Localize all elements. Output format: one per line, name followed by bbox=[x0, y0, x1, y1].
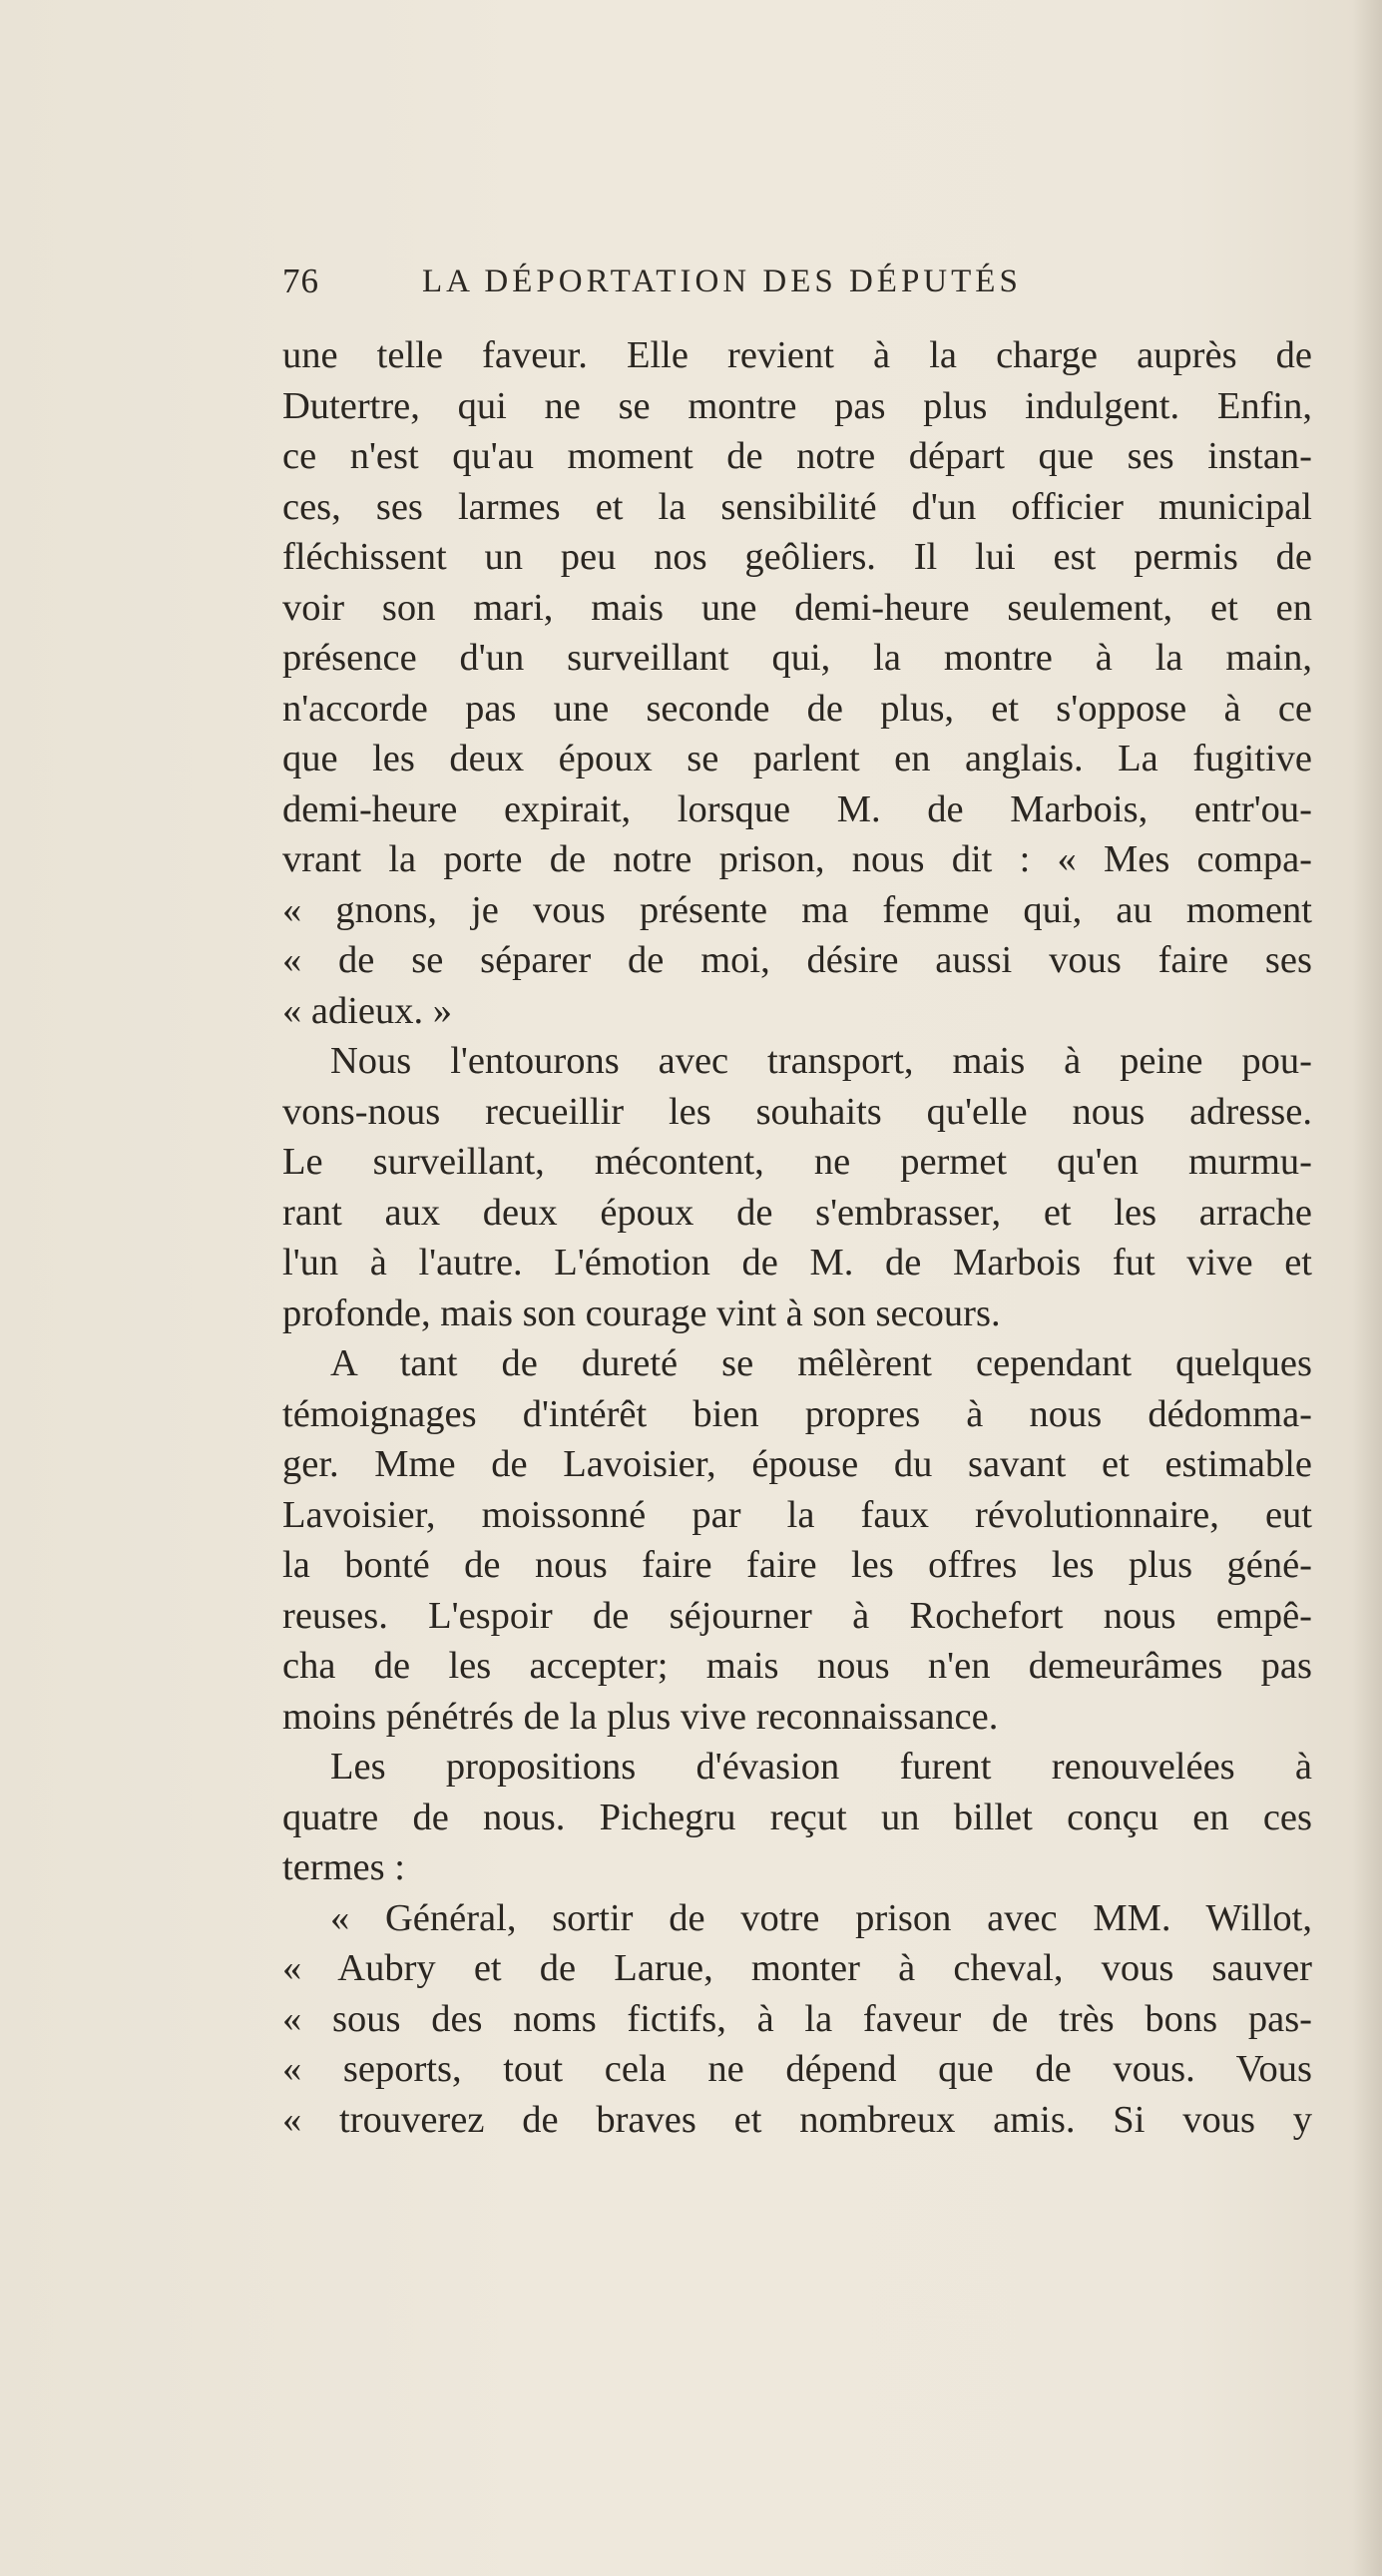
text-line: fléchissent un peu nos geôliers. Il lui est permis de bbox=[282, 536, 1312, 578]
page-edge-shadow bbox=[1352, 0, 1382, 2576]
text-line: que les deux époux se parlent en anglais. La fugitive bbox=[282, 738, 1312, 779]
text-line: reuses. L'espoir de séjourner à Rochefort nous empê- bbox=[282, 1594, 1312, 1637]
text-line: « gnons, je vous présente ma femme qui, au moment bbox=[282, 888, 1312, 931]
text-line: ce n'est qu'au moment de notre départ que ses instan- bbox=[282, 435, 1312, 477]
text-line: vrant la porte de notre prison, nous dit : « Mes compa- bbox=[282, 838, 1312, 880]
text-line: cha de les accepter; mais nous n'en demeurâmes pas bbox=[282, 1645, 1312, 1687]
text-line: termes : bbox=[282, 1846, 405, 1888]
text-line: « sous des noms fictifs, à la faveur de très bons pas- bbox=[282, 1997, 1312, 2040]
text-line: « trouverez de braves et nombreux amis. Si vous y bbox=[282, 2098, 1312, 2141]
text-line: témoignages d'intérêt bien propres à nous dédomma- bbox=[282, 1392, 1312, 1435]
text-line: Dutertre, qui ne se montre pas plus indulgent. Enfin, bbox=[282, 384, 1312, 427]
text-line: moins pénétrés de la plus vive reconnaissance. bbox=[282, 1695, 999, 1738]
text-line: Les propositions d'évasion furent renouvelées à bbox=[330, 1746, 1312, 1788]
text-line: ger. Mme de Lavoisier, épouse du savant et estimable bbox=[282, 1443, 1312, 1485]
text-line: « seports, tout cela ne dépend que de vous. Vous bbox=[282, 2048, 1312, 2090]
page-header bbox=[282, 261, 1330, 311]
text-line: n'accorde pas une seconde de plus, et s'oppose à ce bbox=[282, 687, 1312, 730]
text-line: « adieux. » bbox=[282, 989, 452, 1032]
page-number: 76 bbox=[282, 261, 319, 300]
text-line: demi-heure expirait, lorsque M. de Marbois, entr'ou- bbox=[282, 787, 1312, 830]
text-line: « Aubry et de Larue, monter à cheval, vous sauver bbox=[282, 1947, 1312, 1989]
text-line: Le surveillant, mécontent, ne permet qu'en murmu- bbox=[282, 1141, 1312, 1183]
text-line: Lavoisier, moissonné par la faux révolutionnaire, eut bbox=[282, 1493, 1312, 1536]
text-line: une telle faveur. Elle revient à la charge auprès de bbox=[282, 334, 1312, 376]
text-line: vons-nous recueillir les souhaits qu'elle nous adresse. bbox=[282, 1090, 1312, 1133]
text-line: « Général, sortir de votre prison avec MM. Willot, bbox=[330, 1896, 1312, 1939]
text-line: « de se séparer de moi, désire aussi vous faire ses bbox=[282, 939, 1312, 981]
text-line: rant aux deux époux de s'embrasser, et les arrache bbox=[282, 1191, 1312, 1234]
text-line: l'un à l'autre. L'émotion de M. de Marbois fut vive et bbox=[282, 1242, 1312, 1284]
text-line: Nous l'entourons avec transport, mais à peine pou- bbox=[330, 1040, 1312, 1082]
body-text bbox=[282, 330, 1312, 2145]
running-head: LA DÉPORTATION DES DÉPUTÉS bbox=[422, 263, 1022, 299]
text-line: la bonté de nous faire faire les offres les plus géné- bbox=[282, 1544, 1312, 1586]
text-line: voir son mari, mais une demi-heure seulement, et en bbox=[282, 586, 1312, 629]
text-line: profonde, mais son courage vint à son secours. bbox=[282, 1291, 1001, 1334]
text-line: ces, ses larmes et la sensibilité d'un officier municipal bbox=[282, 485, 1312, 528]
text-line: A tant de dureté se mêlèrent cependant quelques bbox=[330, 1342, 1312, 1384]
text-line: quatre de nous. Pichegru reçut un billet conçu en ces bbox=[282, 1796, 1312, 1838]
text-line: présence d'un surveillant qui, la montre à la main, bbox=[282, 637, 1312, 679]
